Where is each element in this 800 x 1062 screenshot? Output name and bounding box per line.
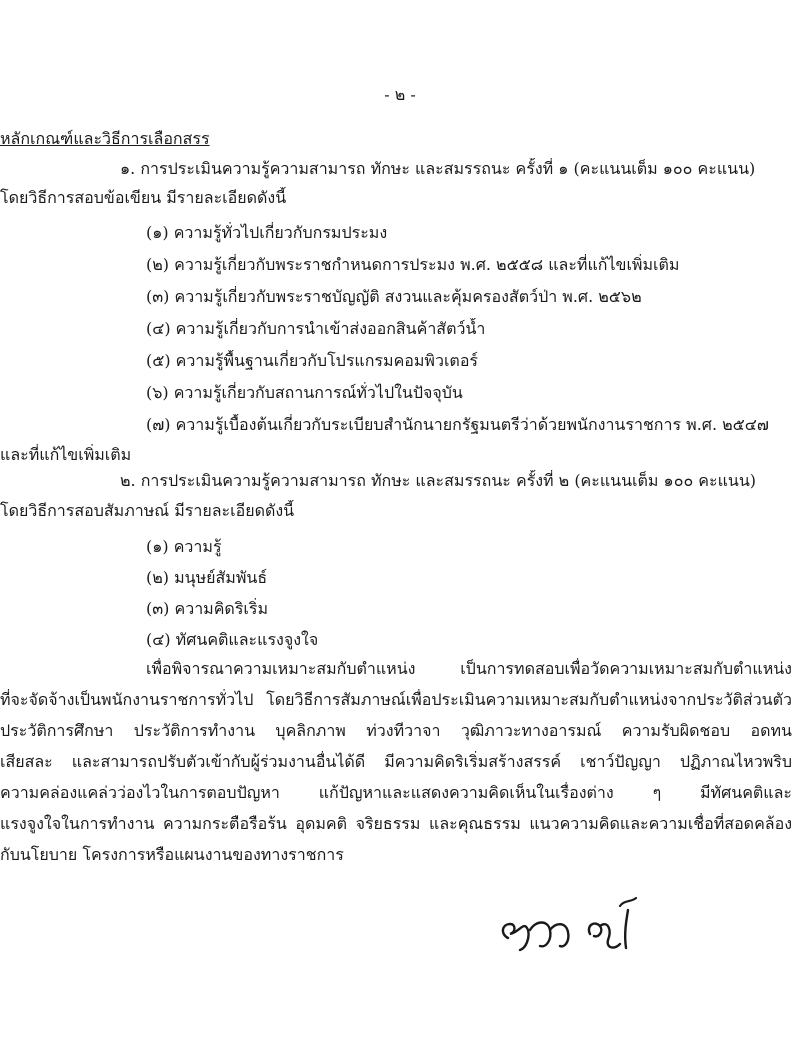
criterion-1-item-5: (๕) ความรู้พื้นฐานเกี่ยวกับโปรแกรมคอมพิวเตอร์ — [146, 351, 479, 370]
paragraph-line-5: ความคล่องแคล่วว่องไวในการตอบปัญหา แก้ปัญหาและแสดงความคิดเห็นในเรื่องต่าง ๆ มีทัศนคติและ — [0, 783, 792, 802]
criterion-2-item-2: (๒) มนุษย์สัมพันธ์ — [146, 568, 268, 587]
criterion-1-item-3: (๓) ความรู้เกี่ยวกับพระราชบัญญัติ สงวนและคุ้มครองสัตว์ป่า พ.ศ. ๒๕๖๒ — [146, 287, 642, 306]
page-number: - ๒ - — [384, 85, 416, 104]
paragraph-line-2: ที่จะจัดจ้างเป็นพนักงานราชการทั่วไป โดยวิธีการสัมภาษณ์เพื่อประเมินความเหมาะสมกับตำแหน่งจากประวัติส่วนตัว — [0, 690, 792, 709]
criterion-1-intro: ๑. การประเมินความรู้ความสามารถ ทักษะ และสมรรถนะ ครั้งที่ ๑ (คะแนนเต็ม ๑๐๐ คะแนน) — [120, 159, 756, 178]
criterion-1-item-4: (๔) ความรู้เกี่ยวกับการนำเข้าส่งออกสินค้าสัตว์น้ำ — [146, 319, 486, 338]
criterion-1-item-2: (๒) ความรู้เกี่ยวกับพระราชกำหนดการประมง พ.ศ. ๒๕๕๘ และที่แก้ไขเพิ่มเติม — [146, 255, 680, 274]
paragraph-line-4: เสียสละ และสามารถปรับตัวเข้ากับผู้ร่วมงานอื่นได้ดี มีความคิดริเริ่มสร้างสรรค์ เชาว์ปัญญา ปฏิภาณไหวพริบ — [0, 752, 792, 771]
criterion-2-item-1: (๑) ความรู้ — [146, 537, 222, 556]
criterion-1-method: โดยวิธีการสอบข้อเขียน มีรายละเอียดดังนี้ — [0, 188, 287, 207]
criterion-1-item-6: (๖) ความรู้เกี่ยวกับสถานการณ์ทั่วไปในปัจจุบัน — [146, 383, 463, 402]
paragraph-line-7: กับนโยบาย โครงการหรือแผนงานของทางราชการ — [0, 845, 344, 864]
criterion-1-item-7: (๗) ความรู้เบื้องต้นเกี่ยวกับระเบียบสำนักนายกรัฐมนตรีว่าด้วยพนักงานราชการ พ.ศ. ๒๕๔๗ — [146, 415, 769, 434]
criterion-2-method: โดยวิธีการสอบสัมภาษณ์ มีรายละเอียดดังนี้ — [0, 501, 295, 520]
criterion-1-item-7-continued: และที่แก้ไขเพิ่มเติม — [0, 445, 132, 464]
handwritten-signature — [490, 890, 660, 970]
paragraph-line-6: แรงจูงใจในการทำงาน ความกระตือรือร้น อุดมคติ จริยธรรม และคุณธรรม แนวความคิดและความเชื่อที่สอดคล้อง — [0, 814, 792, 833]
criterion-2-intro: ๒. การประเมินความรู้ความสามารถ ทักษะ และสมรรถนะ ครั้งที่ ๒ (คะแนนเต็ม ๑๐๐ คะแนน) — [120, 471, 757, 490]
criterion-2-item-3: (๓) ความคิดริเริ่ม — [146, 599, 269, 618]
criterion-1-item-1: (๑) ความรู้ทั่วไปเกี่ยวกับกรมประมง — [146, 223, 388, 242]
section-heading: หลักเกณฑ์และวิธีการเลือกสรร — [0, 129, 210, 148]
paragraph-line-1: เพื่อพิจารณาความเหมาะสมกับตำแหน่ง เป็นการทดสอบเพื่อวัดความเหมาะสมกับตำแหน่ง — [146, 659, 792, 678]
criterion-2-item-4: (๔) ทัศนคติและแรงจูงใจ — [146, 630, 319, 649]
paragraph-line-3: ประวัติการศึกษา ประวัติการทำงาน บุคลิกภาพ ท่วงทีวาจา วุฒิภาวะทางอารมณ์ ความรับผิดชอบ อดทน — [0, 721, 792, 740]
